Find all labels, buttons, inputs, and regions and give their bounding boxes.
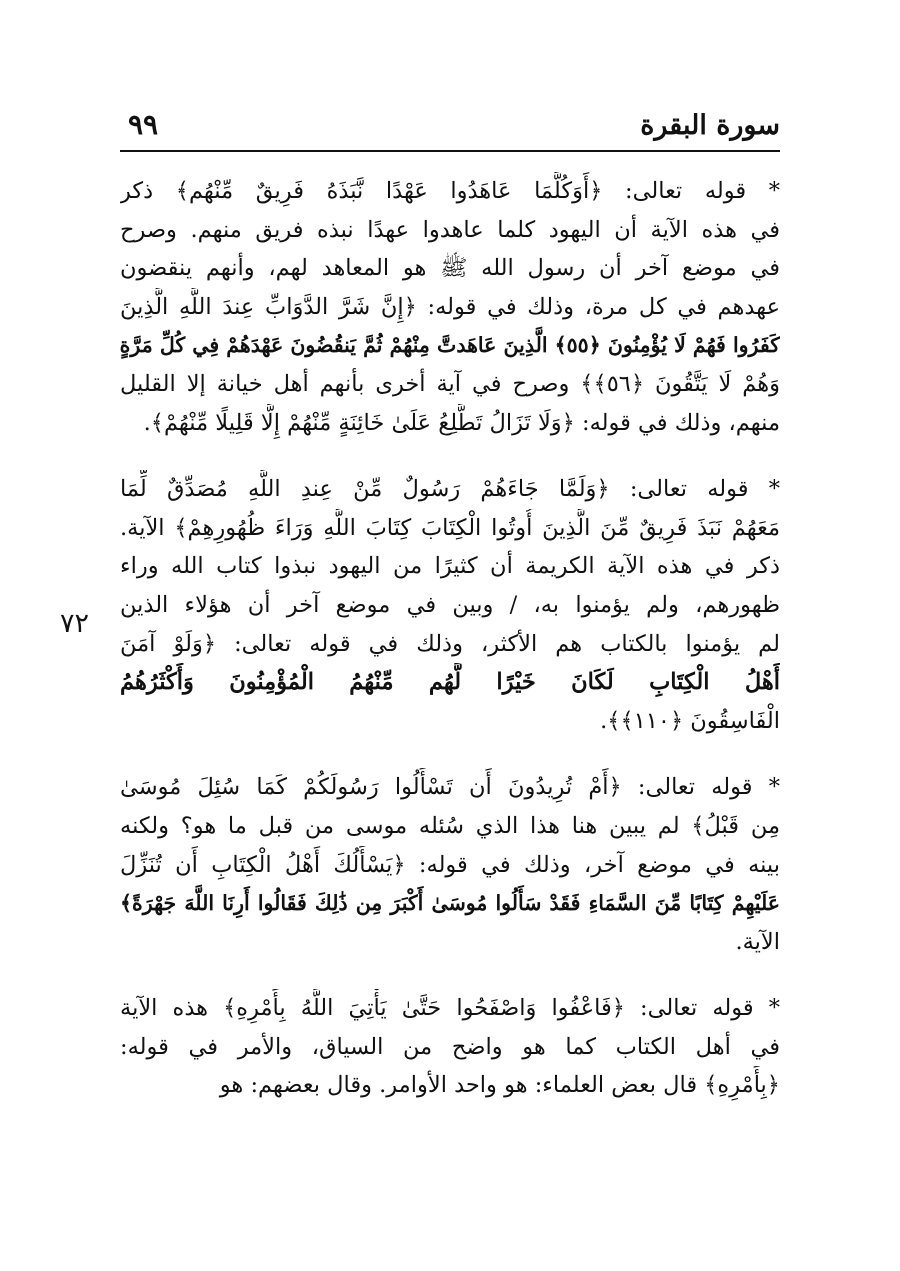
text-line: * قوله تعالى: ﴿فَاعْفُوا وَاصْفَحُوا حَتَّىٰ يَأْتِيَ اللَّهُ بِأَمْرِهِ﴾ هذه الآية	[120, 995, 780, 1022]
text-line: أَهْلُ الْكِتَابِ لَكَانَ خَيْرًا لَّهُم مِّنْهُمُ الْمُؤْمِنُونَ وَأَكْثَرُهُمُ	[120, 669, 780, 696]
text-line: * قوله تعالى: ﴿أَوَكُلَّمَا عَاهَدُوا عَهْدًا نَّبَذَهُ فَرِيقٌ مِّنْهُم﴾ ذكر	[120, 178, 780, 204]
text-line: الْفَاسِقُونَ ﴿١١٠﴾﴾.	[600, 707, 780, 734]
paragraph	[120, 172, 780, 442]
paragraph	[120, 470, 780, 740]
text-line: ظهورهم، ولم يؤمنوا به، / وبين في موضع آخر أن هؤلاء الذين	[120, 591, 780, 618]
text-line: منهم، وذلك في قوله: ﴿وَلَا تَزَالُ تَطَّلِعُ عَلَىٰ خَائِنَةٍ مِّنْهُمْ إِلَّا قَلِيلًا مِّنْهُمْ﴾.	[143, 409, 780, 436]
page-body	[120, 172, 780, 1133]
text-line: * قوله تعالى: ﴿وَلَمَّا جَاءَهُمْ رَسُولٌ مِّنْ عِندِ اللَّهِ مُصَدِّقٌ لِّمَا	[120, 476, 780, 503]
text-line: ذكر في هذه الآية الكريمة أن كثيرًا من اليهود نبذوا كتاب الله وراء	[120, 553, 780, 580]
text-line: مِن قَبْلُ﴾ لم يبين هنا هذا الذي سُئله موسى من قبل ما هو؟ ولكنه	[120, 812, 780, 839]
margin-page-reference: ٧٢	[60, 608, 90, 639]
text-line: مَعَهُمْ نَبَذَ فَرِيقٌ مِّنَ الَّذِينَ أُوتُوا الْكِتَابَ كِتَابَ اللَّهِ وَرَاءَ ظُهُورِهِمْ﴾ الآية.	[120, 514, 780, 541]
text-line: الآية.	[735, 928, 780, 955]
text-line: كَفَرُوا فَهُمْ لَا يُؤْمِنُونَ ﴿٥٥﴾ الَّذِينَ عَاهَدتَّ مِنْهُمْ ثُمَّ يَنقُضُونَ عَهْدَهُمْ فِي كُلِّ مَرَّةٍ	[120, 333, 780, 358]
text-line: عَلَيْهِمْ كِتَابًا مِّنَ السَّمَاءِ فَقَدْ سَأَلُوا مُوسَىٰ أَكْبَرَ مِن ذَٰلِكَ فَقَالُوا أَرِنَا اللَّهَ جَهْرَةً﴾	[120, 891, 780, 916]
page-header	[120, 100, 780, 152]
text-line: في موضع آخر أن رسول الله ﷺ هو المعاهد لهم، وأنهم ينقضون	[120, 255, 780, 282]
text-line: * قوله تعالى: ﴿أَمْ تُرِيدُونَ أَن تَسْأَلُوا رَسُولَكُمْ كَمَا سُئِلَ مُوسَىٰ	[120, 774, 780, 801]
text-line: في هذه الآية أن اليهود كلما عاهدوا عهدًا نبذه فريق منهم. وصرح	[120, 216, 780, 243]
page-number: ٩٩	[128, 108, 159, 141]
surah-title: سورة البقرة	[640, 110, 780, 141]
paragraph	[120, 768, 780, 961]
text-line: ﴿بِأَمْرِهِ﴾ قال بعض العلماء: هو واحد الأوامر. وقال بعضهم: هو	[219, 1072, 780, 1099]
text-line: بينه في موضع آخر، وذلك في قوله: ﴿يَسْأَلُكَ أَهْلُ الْكِتَابِ أَن تُنَزِّلَ	[120, 851, 780, 878]
text-line: وَهُمْ لَا يَتَّقُونَ ﴿٥٦﴾﴾ وصرح في آية أخرى بأنهم أهل خيانة إلا القليل	[120, 370, 780, 397]
text-line: لم يؤمنوا بالكتاب هم الأكثر، وذلك في قوله تعالى: ﴿وَلَوْ آمَنَ	[120, 630, 780, 657]
text-line: في أهل الكتاب كما هو واضح من السياق، والأمر في قوله:	[120, 1033, 780, 1060]
text-line: عهدهم في كل مرة، وذلك في قوله: ﴿إِنَّ شَرَّ الدَّوَابِّ عِندَ اللَّهِ الَّذِينَ	[120, 293, 780, 320]
paragraph	[120, 989, 780, 1105]
